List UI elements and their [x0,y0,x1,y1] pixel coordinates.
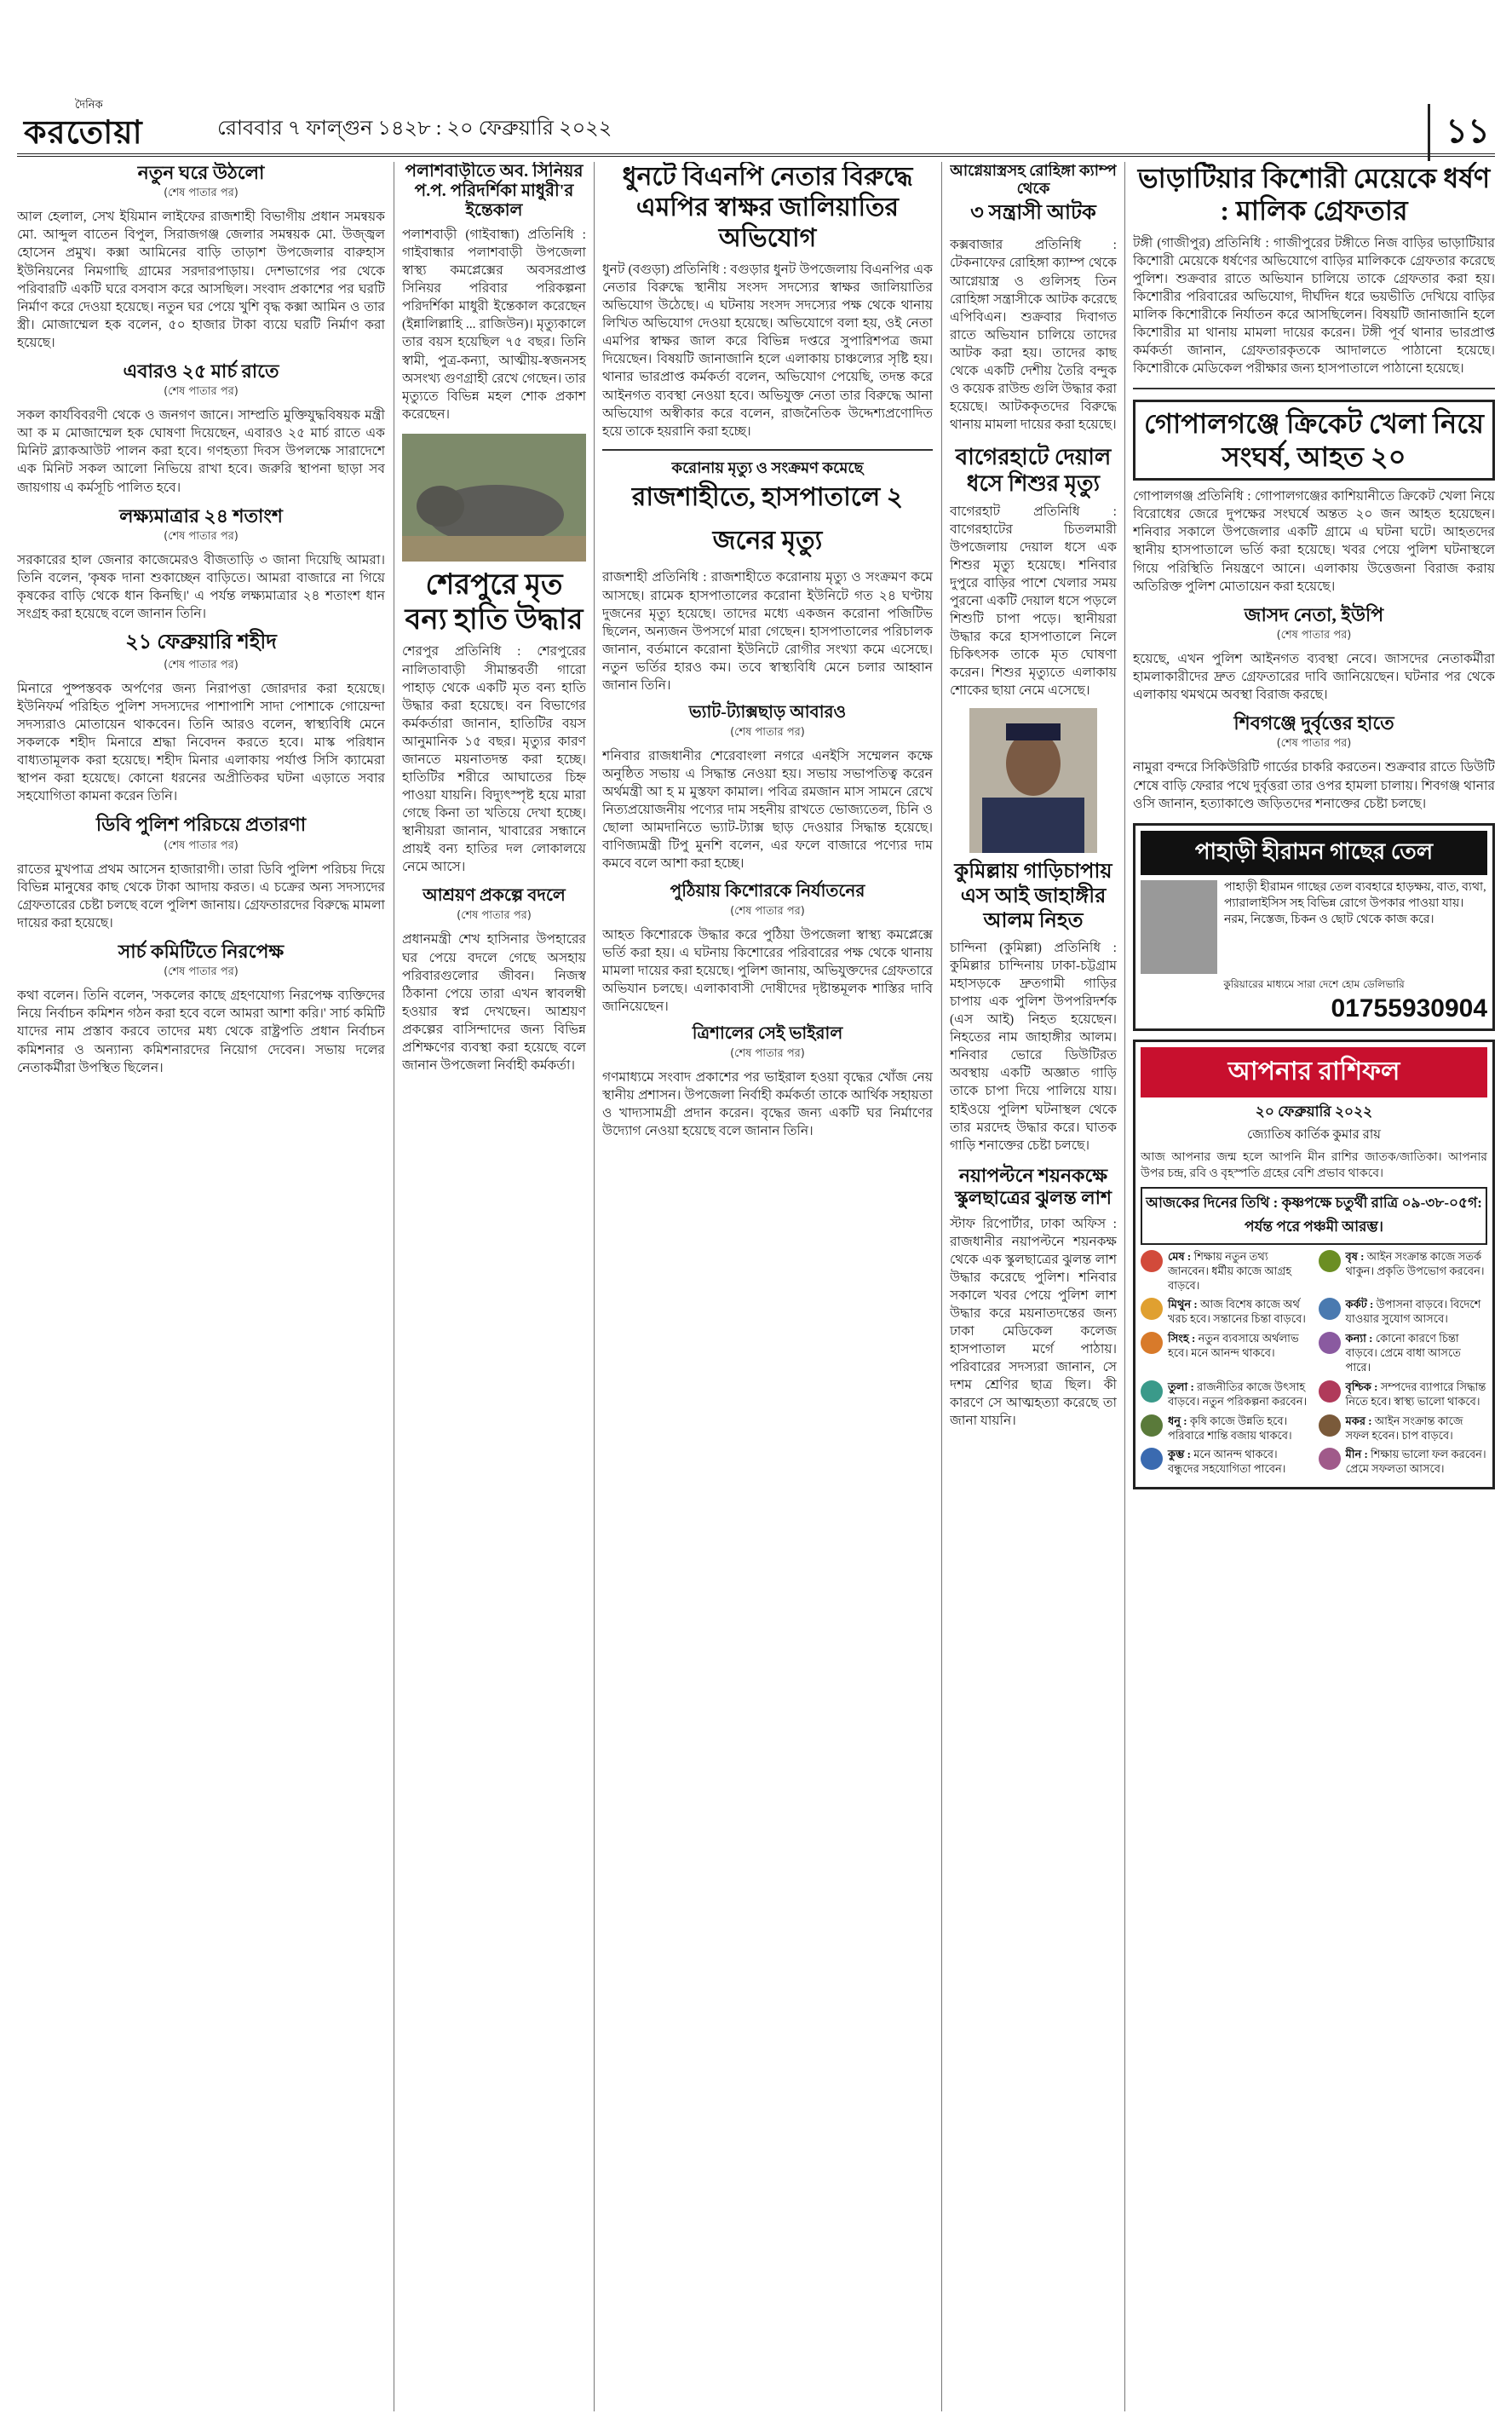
zodiac-sign-item [1319,1448,1488,1477]
article-body: মিনারে পুষ্পস্তবক অর্পণের জন্য নিরাপত্তা জোরদার করা হয়েছে। ইউনিফর্ম পরিহিত পুলিশ সদস্যদের পাশাপাশি সাদা পোশাকে গোয়েন্দা সদস্যরাও মোতায়েন থাকবেন। তিনি আরও বলেন, স্বাস্থ্যবিধি মেনে সকলকে শহীদ মিনারে শ্রদ্ধা নিবেদন করতে হবে। মাস্ক পরিধান বাধ্যতামূলক করা হয়েছে। শহীদ মিনার এলাকায় পর্যাপ্ত সিসি ক্যামেরা স্থাপন করা হয়েছে। কোনো ধরনের অপ্রীতিকর ঘটনা এড়াতে সবার সহযোগিতা কামনা করেন তিনি। [17,681,385,804]
continued-note: (শেষ পাতার পর) [1276,737,1352,751]
zodiac-sign-content [1168,1332,1310,1361]
article-body: গণমাধ্যমে সংবাদ প্রকাশের পর ভাইরাল হওয়া বৃদ্ধের খোঁজ নেয় স্থানীয় প্রশাসন। উপজেলা নির্বাহী কর্মকর্তা তাকে আর্থিক সহায়তা ও খাদ্যসামগ্রী প্রদান করেন। বৃদ্ধের জন্য একটি ঘর নির্মাণের উদ্যোগ নেওয়া হয়েছে বলে জানান তিনি। [602,1069,933,1139]
zodiac-icon [1141,1298,1163,1320]
article-heading: আশ্রয়ণ প্রকল্পে বদলে [423,886,566,906]
column-2 [402,162,586,2411]
advertisement-hiraman-oil [1133,823,1495,1031]
zodiac-sign-text: কোনো কারণে চিন্তা বাড়বে। প্রেমে বাধা আসতে পারে। [1345,1332,1461,1374]
article-body: প্রধানমন্ত্রী শেখ হাসিনার উপহারের ঘর পেয়ে বদলে গেছে অসহায় পরিবারগুলোর জীবন। নিজস্ব ঠিকানা পেয়ে তারা এখন স্বাবলম্বী হওয়ার স্বপ্ন দেখছেন। আশ্রয়ণ প্রকল্পের বাসিন্দাদের জন্য বিভিন্ন প্রশিক্ষণের ব্যবস্থা করা হয়েছে বলে জানান উপজেলা নির্বাহী কর্মকর্তা। [402,932,586,1074]
article-body: রাতের মুখপাত্র প্রথম আসেন হাজারাগী। তারা ডিবি পুলিশ পরিচয় দিয়ে বিভিন্ন মানুষের কাছ থেকে টাকা আদায় করত। এ চক্রের অন্য সদস্যদের গ্রেফতারের চেষ্টা চলছে বলে পুলিশ জানায়। গ্রেফতারদের বিরুদ্ধে মামলা দায়ের করা হয়েছে। [17,861,385,930]
headline: ভাড়াটিয়ার কিশোরী মেয়েকে ধর্ষণ : মালিক গ্রেফতার [1137,163,1491,227]
zodiac-sign-name: কর্কট : [1345,1298,1377,1311]
zodiac-icon [1319,1298,1341,1320]
continued-note: (শেষ পাতার পর) [730,904,805,918]
zodiac-sign-content [1168,1298,1310,1327]
zodiac-icon [1141,1250,1163,1272]
article-heading: শিবগঞ্জে দুর্বৃত্তের হাতে [1233,712,1394,734]
zodiac-icon [1319,1250,1341,1272]
horoscope-intro: আজ আপনার জন্ম হলে আপনি মীন রাশির জাতক/জাতিকা। আপনার উপর চন্দ্র, রবি ও বৃহস্পতি গ্রহের বেশি প্রভাব থাকবে। [1141,1150,1487,1180]
zodiac-icon [1319,1448,1341,1470]
page-number: ১১ [1428,104,1490,161]
headline: গোপালগঞ্জে ক্রিকেট খেলা নিয়ে সংঘর্ষ, আহত ২০ [1144,408,1484,472]
article-body: গোপালগঞ্জ প্রতিনিধি : গোপালগঞ্জের কাশিয়ানীতে ক্রিকেট খেলা নিয়ে বিরোধের জেরে দুপক্ষের সংঘর্ষে অন্তত ২০ জন আহত হয়েছেন। শনিবার সকালে উপজেলার একটি গ্রামে এ ঘটনা ঘটে। আহতদের স্থানীয় হাসপাতালে ভর্তি করা হয়েছে। খবর পেয়ে পুলিশ ঘটনাস্থলে গিয়ে পরিস্থিতি নিয়ন্ত্রণে আনে। এলাকায় উত্তেজনা বিরাজ করায় অতিরিক্ত পুলিশ মোতায়েন করা হয়েছে। [1133,489,1495,594]
article-heading: পলাশবাড়ীতে অব. সিনিয়র প.প. পরিদর্শিকা মাধুরী'র ইন্তেকাল [405,162,584,220]
zodiac-sign-name: কন্যা : [1345,1332,1376,1345]
article-body: বাগেরহাট প্রতিনিধি : বাগেরহাটের চিতলমারী উপজেলায় দেয়াল ধসে এক শিশুর মৃত্যু হয়েছে। শনিবার দুপুরে বাড়ির পাশে খেলার সময় পুরনো একটি দেয়াল ধসে পড়লে শিশুটি চাপা পড়ে। স্থানীয়রা উদ্ধার করে হাসপাতালে নিলে চিকিৎসক তাকে মৃত ঘোষণা করেন। শিশুর মৃত্যুতে এলাকায় শোকের ছায়া নেমে এসেছে। [950,504,1117,699]
column-4 [950,162,1117,2411]
article-body: শনিবার রাজধানীর শেরেবাংলা নগরে এনইসি সম্মেলন কক্ষে অনুষ্ঠিত সভায় এ সিদ্ধান্ত নেওয়া হয়। সভায় সভাপতিত্ব করেন অর্থমন্ত্রী আ হ ম মুস্তফা কামাল। পবিত্র রমজান মাস সামনে রেখে নিত্যপ্রয়োজনীয় পণ্যের দাম সহনীয় রাখতে ভোজ্যতেল, চিনি ও ছোলা আমদানিতে ভ্যাট-ট্যাক্স ছাড় দেওয়ার সিদ্ধান্ত হয়েছে। বাণিজ্যমন্ত্রী টিপু মুনশি বলেন, এর ফলে বাজারে পণ্যের দাম কমবে বলে আশা করা হচ্ছে। [602,749,933,872]
article-heading: লক্ষ্যমাত্রার ২৪ শতাংশ [119,504,283,527]
ad-title: পাহাড়ী হীরামন গাছের তেল [1141,831,1487,875]
headline-box [1133,400,1495,481]
police-officer-portrait [969,708,1097,853]
headline: বাগেরহাটে দেয়াল ধসে শিশুর মৃত্যু [955,445,1112,497]
zodiac-icon [1141,1380,1163,1403]
logo-top-text: দৈনিক [75,98,103,111]
article-body: নামুরা বন্দরে সিকিউরিটি গার্ডের চাকরি করতেন। শুক্রবার রাতে ডিউটি শেষে বাড়ি ফেরার পথে দুর্বৃত্তরা তার ওপর হামলা চালায়। শিবগঞ্জ থানার ওসি জানান, হত্যাকাণ্ডে জড়িতদের শনাক্তের চেষ্টা চলছে। [1133,760,1495,811]
zodiac-sign-name: মকর : [1345,1414,1375,1427]
zodiac-sign-content [1168,1448,1310,1477]
zodiac-sign-name: বৃশ্চিক : [1345,1380,1381,1393]
dead-elephant-image [402,434,586,562]
zodiac-sign-item [1319,1414,1488,1443]
zodiac-sign-text: কৃষি কাজে উন্নতি হবে। পরিবারে শান্তি বজায় থাকবে। [1168,1414,1292,1442]
column-divider [594,162,595,2411]
headline: ৩ সন্ত্রাসী আটক [970,202,1096,225]
continued-note: (শেষ পাতার পর) [164,529,239,543]
ad-footer: কুরিয়ারের মাধ্যমে সারা দেশে হোম ডেলিভারি [1223,977,1405,990]
zodiac-sign-name: সিংহ : [1168,1332,1199,1345]
article-body: আল হেলাল, সেখ ইয়িমান লাইফের রাজশাহী বিভাগীয় প্রধান সমন্বয়ক মো. আব্দুল বাতেন বিপুল, সিরাজগঞ্জ জেলার সমন্বয়ক মো. উজ্জ্বল হোসেন প্রমুখ। কক্সা আমিনের বাড়ি তাড়াশ উপজেলার বারুহাস ইউনিয়নের নিমগাছি গ্রামের সরদারপাড়ায়। দেশভাগের পর থেকে পরিবারটি একটি ঘরে বসবাস করে আসছিল। সংবাদ প্রকাশের পর ঘরটি নির্মাণ করে দেওয়া হয়েছে। নতুন ঘর পেয়ে খুশি বৃদ্ধ কক্সা আমিন ও তার স্ত্রী। মোজাম্মেল হক বলেন, ৫০ হাজার টাকা ব্যয়ে ঘরটি নির্মাণ করা হয়েছে। [17,210,385,350]
zodiac-sign-name: মিথুন : [1168,1298,1200,1311]
continued-note: (শেষ পাতার পর) [730,726,805,740]
continued-note: (শেষ পাতার পর) [164,838,239,852]
tithi-box: আজকের দিনের তিথি : কৃষ্ণপক্ষে চতুর্থী রাত্রি ০৯-৩৮-০৫গ: পর্যন্ত পরে পঞ্চমী আরম্ভ। [1141,1187,1487,1245]
zodiac-sign-name: মেষ : [1168,1249,1194,1263]
column-3 [602,162,933,2411]
zodiac-sign-text: আজ বিশেষ কাজে অর্থ খরচ হবে। সন্তানের চিন্তা বাড়বে। [1168,1298,1306,1326]
zodiac-sign-item [1319,1250,1488,1293]
dateline: রোববার ৭ ফাল্গুন ১৪২৮ : ২০ ফেব্রুয়ারি ২০২২ [217,118,612,140]
zodiac-sign-text: আইন সংক্রান্ত কাজে সফল হবেন। চাপ বাড়বে। [1345,1414,1463,1442]
horoscope-author: জ্যোতিষ কার্তিক কুমার রায় [1246,1127,1382,1142]
article-body: আহত কিশোরকে উদ্ধার করে পুঠিয়া উপজেলা স্বাস্থ্য কমপ্লেক্সে ভর্তি করা হয়। এ ঘটনায় কিশোরের পরিবারের পক্ষ থেকে থানায় মামলা দায়ের করা হয়েছে। পুলিশ জানায়, অভিযুক্তদের গ্রেফতারে অভিযান চলছে। এলাকাবাসী দোষীদের দৃষ্টান্তমূলক শাস্তির দাবি জানিয়েছেন। [602,927,933,1014]
horoscope-title: আপনার রাশিফল [1141,1047,1487,1097]
article-heading: ডিবি পুলিশ পরিচয়ে প্রতারণা [95,814,307,836]
article-heading: সার্চ কমিটিতে নিরপেক্ষ [118,940,285,962]
masthead [17,98,1495,157]
ad-phone: 01755930904 [1331,994,1487,1023]
ad-portrait-image [1141,880,1217,974]
portrait-photo [969,708,1097,853]
ad-text: পাহাড়ী হীরামন গাছের তেল ব্যবহারে হাড়ক্ষয়, বাত, ব্যথা, প্যারালাইসিস সহ বিভিন্ন রোগে উপকার পাওয়া যায়। নরম, নিস্তেজ, চিকন ও ছোট থেকে কাজ করে। [1224,880,1486,926]
zodiac-sign-content [1346,1414,1488,1443]
column-5 [1133,162,1495,2411]
zodiac-sign-text: শিক্ষায় নতুন তথ্য জানবেন। ধর্মীয় কাজে আগ্রহ বাড়বে। [1168,1249,1292,1292]
article-heading: ত্রিশালের সেই ভাইরাল [692,1023,843,1043]
article-body: টঙ্গী (গাজীপুর) প্রতিনিধি : গাজীপুরের টঙ্গীতে নিজ বাড়ির ভাড়াটিয়ার কিশোরী মেয়েকে ধর্ষণের অভিযোগে বাড়ির মালিককে গ্রেফতার করেছে পুলিশ। শুক্রবার রাতে অভিযান চালিয়ে তাকে গ্রেফতার করা হয়। কিশোরীর পরিবারের অভিযোগ, দীর্ঘদিন ধরে ভয়ভীতি দেখিয়ে বাড়ির মালিক কিশোরীকে নির্যাতন করে আসছিলেন। বিষয়টি জানাজানি হলে কিশোরীর মা থানায় মামলা দায়ের করেন। টঙ্গী পূর্ব থানার ভারপ্রাপ্ত কর্মকর্তা জানান, গ্রেফতারকৃতকে আদালতে পাঠানো হয়েছে। কিশোরীকে মেডিকেল পরীক্ষার জন্য হাসপাতালে পাঠানো হয়েছে। [1133,235,1495,377]
continued-note: (শেষ পাতার পর) [730,1046,805,1060]
zodiac-sign-text: সম্পদের ব্যাপারে সিদ্ধান্ত নিতে হবে। স্বাস্থ্য ভালো থাকবে। [1345,1380,1486,1408]
article-body: হয়েছে, এখন পুলিশ আইনগত ব্যবস্থা নেবে। জাসদের নেতাকর্মীরা হামলাকারীদের দ্রুত গ্রেফতারের দাবি জানিয়েছেন। ঘটনার পর থেকে এলাকায় থমথমে অবস্থা বিরাজ করছে। [1133,651,1495,703]
zodiac-sign-item [1141,1380,1310,1409]
column-1 [17,162,385,2411]
zodiac-sign-text: মনে আনন্দ থাকবে। বন্ধুদের সহযোগিতা পাবেন। [1168,1448,1286,1476]
zodiac-sign-content [1346,1380,1488,1409]
zodiac-sign-name: তুলা : [1168,1380,1198,1393]
continued-note: (শেষ পাতার পর) [164,965,239,979]
continued-note: (শেষ পাতার পর) [164,658,239,671]
article-body: ধুনট (বগুড়া) প্রতিনিধি : বগুড়ার ধুনট উপজেলায় বিএনপির এক নেতার বিরুদ্ধে স্থানীয় সংসদ সদস্যের স্বাক্ষর জালিয়াতির অভিযোগ উঠেছে। এ ঘটনায় সংসদ সদস্যের পক্ষ থেকে থানায় লিখিত অভিযোগ দেওয়া হয়েছে। অভিযোগে বলা হয়, ওই নেতা এমপির স্বাক্ষর জাল করে বিভিন্ন দপ্তরে সুপারিশপত্র জমা দিয়েছেন। বিষয়টি জানাজানি হলে এলাকায় চাঞ্চল্যের সৃষ্টি হয়। থানার ভারপ্রাপ্ত কর্মকর্তা বলেন, অভিযোগ পেয়েছি, তদন্ত করে আইনগত ব্যবস্থা নেওয়া হবে। অভিযুক্ত নেতা তার বিরুদ্ধে আনা অভিযোগ অস্বীকার করে বলেন, রাজনৈতিক উদ্দেশ্যপ্রণোদিত হয়ে তাকে হয়রানি করা হচ্ছে। [602,262,933,439]
zodiac-icon [1319,1332,1341,1354]
zodiac-icon [1141,1414,1163,1437]
zodiac-icon [1319,1380,1341,1403]
article-body: কক্সবাজার প্রতিনিধি : টেকনাফের রোহিঙ্গা ক্যাম্প থেকে আগ্নেয়াস্ত্র ও গুলিসহ তিন রোহিঙ্গা সন্ত্রাসীকে আটক করেছে এপিবিএন। শুক্রবার দিবাগত রাতে অভিযান চালিয়ে তাদের আটক করা হয়। তাদের কাছ থেকে একটি দেশীয় তৈরি বন্দুক ও কয়েক রাউন্ড গুলি উদ্ধার করা হয়েছে। আটককৃতদের বিরুদ্ধে থানায় মামলা দায়ের করা হয়েছে। [950,238,1117,433]
article-heading: জাসদ নেতা, ইউপি [1244,603,1384,625]
zodiac-sign-item [1141,1298,1310,1327]
zodiac-icon [1141,1448,1163,1470]
article-body: শেরপুর প্রতিনিধি : শেরপুরের নালিতাবাড়ী সীমান্তবর্তী গারো পাহাড় থেকে একটি মৃত বন্য হাতি উদ্ধার করা হয়েছে। বন বিভাগের কর্মকর্তারা জানান, হাতিটির বয়স আনুমানিক ১৫ বছর। মৃত্যুর কারণ জানতে ময়নাতদন্ত করা হচ্ছে। হাতিটির শরীরে আঘাতের চিহ্ন পাওয়া যায়নি। বিদ্যুৎস্পৃষ্ট হয়ে মারা গেছে কিনা তা খতিয়ে দেখা হচ্ছে। স্থানীয়রা জানান, খাবারের সন্ধানে প্রায়ই বন্য হাতির দল লোকালয়ে নেমে আসে। [402,644,586,875]
article-body: সকল কার্যবিবরণী থেকে ও জনগণ জানে। সাম্প্রতি মুক্তিযুদ্ধবিষয়ক মন্ত্রী আ ক ম মোজাম্মেল হক ঘোষণা দিয়েছেন, এবারও ২৫ মার্চ রাতে এক মিনিট ব্ল্যাকআউট পালন করা হবে। গণহত্যা দিবস উপলক্ষে সারাদেশে এক মিনিট সকল আলো নিভিয়ে রাখা হবে। জরুরি স্থাপনা ছাড়া সব জায়গায় এ কর্মসূচি পালিত হবে। [17,408,385,495]
article-body: পলাশবাড়ী (গাইবান্ধা) প্রতিনিধি : গাইবান্ধার পলাশবাড়ী উপজেলা স্বাস্থ্য কমপ্লেক্সের অবসরপ্রাপ্ত সিনিয়র পরিবার পরিকল্পনা পরিদর্শিকা মাধুরী ইন্তেকাল করেছেন (ইন্নালিল্লাহি ... রাজিউন)। মৃত্যুকালে তার বয়স হয়েছিল ৭৫ বছর। তিনি স্বামী, পুত্র-কন্যা, আত্মীয়-স্বজনসহ অসংখ্য গুণগ্রাহী রেখে গেছেন। তার মৃত্যুতে বিভিন্ন মহল শোক প্রকাশ করেছেন। [402,228,586,422]
article-body: রাজশাহী প্রতিনিধি : রাজশাহীতে করোনায় মৃত্যু ও সংক্রমণ কমে আসছে। রামেক হাসপাতালের করোনা ইউনিটে গত ২৪ ঘণ্টায় দুজনের মৃত্যু হয়েছে। তাদের মধ্যে একজন করোনা পজিটিভ ছিলেন, অন্যজন উপসর্গে মারা গেছেন। হাসপাতালের পরিচালক জানান, বর্তমানে করোনা ইউনিটে রোগীর সংখ্যা কমে এসেছে। নতুন ভর্তির হারও কম। তবে স্বাস্থ্যবিধি মেনে চলার আহ্বান জানান তিনি। [602,570,933,693]
newspaper-logo [24,98,198,151]
horoscope-box [1133,1040,1495,1490]
zodiac-signs-list [1141,1250,1487,1482]
zodiac-sign-content [1168,1414,1310,1443]
headline: ধুনটে বিএনপি নেতার বিরুদ্ধে এমপির স্বাক্ষর জালিয়াতির অভিযোগ [622,163,913,252]
zodiac-sign-item [1141,1414,1310,1443]
headline-kicker: আগ্নেয়াস্ত্রসহ রোহিঙ্গা ক্যাম্প থেকে [950,162,1117,197]
zodiac-sign-text: উপাসনা বাড়বে। বিদেশে যাওয়ার সুযোগ আসবে। [1345,1298,1481,1326]
continued-note: (শেষ পাতার পর) [164,187,239,200]
zodiac-sign-text: নতুন ব্যবসায়ে অর্থলাভ হবে। মনে আনন্দ থাকবে। [1168,1332,1299,1360]
zodiac-sign-item [1319,1380,1488,1409]
zodiac-sign-item [1319,1332,1488,1375]
zodiac-sign-name: মীন : [1345,1448,1371,1461]
zodiac-sign-text: শিক্ষায় ভালো ফল করবেন। প্রেমে সফলতা আসবে। [1345,1448,1486,1476]
section-divider [1133,388,1495,389]
zodiac-sign-name: ধনু : [1168,1414,1190,1427]
article-body: চান্দিনা (কুমিল্লা) প্রতিনিধি : কুমিল্লার চান্দিনায় ঢাকা-চট্টগ্রাম মহাসড়কে দ্রুতগামী গাড়ির চাপায় এক পুলিশ উপপরিদর্শক (এস আই) নিহত হয়েছেন। নিহতের নাম জাহাঙ্গীর আলম। শনিবার ভোরে ডিউটিরত অবস্থায় একটি অজ্ঞাত গাড়ি তাকে চাপা দিয়ে পালিয়ে যায়। হাইওয়ে পুলিশ ঘটনাস্থল থেকে তার মরদেহ উদ্ধার করে। ঘাতক গাড়ি শনাক্তের চেষ্টা চলছে। [950,940,1117,1153]
zodiac-sign-content [1346,1250,1488,1279]
headline: রাজশাহীতে, হাসপাতালে ২ জনের মৃত্যু [631,483,904,556]
zodiac-sign-name: কুম্ভ : [1168,1448,1194,1461]
article-body: সরকারের হাল জেনার কাজেমেরও বীজতাড়ি ৩ জানা দিয়েছি আমরা। তিনি বলেন, 'কৃষক দানা শুকাচ্ছেন বাড়িতে। আমরা বাজারে না গিয়ে কৃষকের বাড়ি থেকে ধান কিনছি।' এ পর্যন্ত লক্ষ্যমাত্রার ২৪ শতাংশ ধান সংগ্রহ করা হয়েছে বলে জানান তিনি। [17,552,385,622]
headline: নয়াপল্টনে শয়নকক্ষে স্কুলছাত্রের ঝুলন্ত লাশ [954,1164,1112,1209]
zodiac-sign-content [1168,1380,1310,1409]
zodiac-sign-content [1168,1250,1310,1293]
continued-note: (শেষ পাতার পর) [1276,628,1352,642]
zodiac-sign-text: আইন সংক্রান্ত কাজে সতর্ক থাকুন। প্রকৃতি উপভোগ করবেন। [1345,1249,1485,1277]
zodiac-sign-item [1141,1332,1310,1375]
article-body: কথা বলেন। তিনি বলেন, 'সকলের কাছে গ্রহণযোগ্য নিরপেক্ষ ব্যক্তিদের নিয়ে নির্বাচন কমিশন গঠন করা হবে বলে আমরা আশা করি।' সার্চ কমিটি যাদের নাম প্রস্তাব করবে তাদের মধ্য থেকে রাষ্ট্রপতি প্রধান নির্বাচন কমিশনার ও অন্যান্য কমিশনারদের নিয়োগ দেবেন। সভায় দলের নেতাকর্মীরা উপস্থিত ছিলেন। [17,988,385,1075]
article-heading: এবারও ২৫ মার্চ রাতে [123,360,279,382]
headline-kicker: করোনায় মৃত্যু ও সংক্রমণ কমেছে [671,458,864,476]
article-heading: পুঠিয়ায় কিশোরকে নির্যাতনের [670,881,865,901]
article-heading: ২১ ফেব্রুয়ারি শহীদ [125,631,277,654]
article-body: স্টাফ রিপোর্টার, ঢাকা অফিস : রাজধানীর নয়াপল্টনে শয়নকক্ষ থেকে এক স্কুলছাত্রের ঝুলন্ত লাশ উদ্ধার করেছে পুলিশ। শনিবার সকালে খবর পেয়ে পুলিশ লাশ উদ্ধার করে ময়নাতদন্তের জন্য ঢাকা মেডিকেল কলেজ হাসপাতাল মর্গে পাঠায়। পরিবারের সদস্যরা জানান, সে দশম শ্রেণির ছাত্র ছিল। কী কারণে সে আত্মহত্যা করেছে তা জানা যায়নি। [950,1216,1117,1429]
continued-note: (শেষ পাতার পর) [164,385,239,399]
logo-main-text: করতোয়া [24,115,143,151]
zodiac-icon [1141,1332,1163,1354]
zodiac-sign-text: রাজনীতির কাজে উৎসাহ বাড়বে। নতুন পরিকল্পনা করবেন। [1168,1380,1308,1408]
article-heading: ভ্যাট-ট্যাক্সছাড় আবারও [688,703,847,723]
zodiac-sign-item [1141,1250,1310,1293]
zodiac-sign-item [1141,1448,1310,1477]
column-divider [1124,162,1125,2411]
section-divider [602,449,933,451]
zodiac-sign-content [1346,1298,1488,1327]
column-divider [941,162,942,2411]
zodiac-sign-content [1346,1332,1488,1375]
horoscope-date: ২০ ফেব্রুয়ারি ২০২২ [1255,1103,1373,1120]
article-heading: শেরপুরে মৃত বন্য হাতি উদ্ধার [405,568,584,636]
elephant-photo [402,434,586,562]
zodiac-sign-item [1319,1298,1488,1327]
zodiac-sign-name: বৃষ : [1345,1249,1367,1263]
article-heading: নতুন ঘরে উঠলো [137,162,265,183]
zodiac-sign-content [1346,1448,1488,1477]
zodiac-icon [1319,1414,1341,1437]
continued-note: (শেষ পাতার পর) [457,909,532,923]
headline: কুমিল্লায় গাড়িচাপায় এস আই জাহাঙ্গীর আলম নিহত [954,861,1112,933]
